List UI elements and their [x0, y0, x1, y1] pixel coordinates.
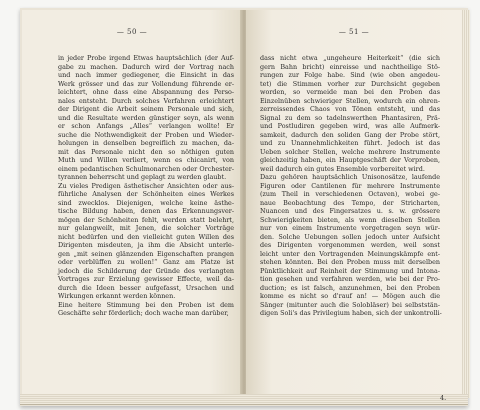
text-line: sind zwecklos. Diejenigen, welche keine ästhe- [58, 198, 234, 207]
text-line: digen Soli's das Privilegium haben, sich der unkontrolli- [260, 309, 442, 317]
text-line: tische Bildung haben, denen das Erkennungsver- [58, 207, 234, 215]
text-line: und nach immer gediegener, die Einsicht in das [58, 71, 234, 79]
text-line: Einzelnüben schwieriger Stellen, wodurch ein ohren- [260, 96, 440, 105]
text-line: Dirigenten misdeuten, ja ihm die Absicht unterle- [58, 241, 234, 249]
left-page-text [58, 54, 234, 318]
text-line: stehen könnten. Bei den Proben muss mit derselben [260, 258, 440, 266]
text-line: Wirkungen erkannt werden können. [58, 292, 176, 300]
text-line: Figuren oder Cantilenen für mehrere Instrumente [260, 181, 440, 190]
text-line: nales entsteht. Durch solches Verfahren erleichtert [58, 96, 234, 105]
text-line: jedoch die Schilderung der Gründe des verlangten [58, 266, 234, 275]
right-page-number: — 51 — [338, 28, 370, 36]
text-line: und Postludiren gegeben wird, was alle Aufmerk- [260, 122, 440, 130]
text-line: zerreissendes Chaos von Tönen entsteht, und das [260, 105, 440, 113]
left-page-number: — 50 — [116, 28, 148, 36]
text-line: weil dadurch ein gutes Ensemble vorbereitet wird. [260, 164, 425, 173]
text-line: nur gelangweilt, mit Jenen, die solcher Vorträge [58, 224, 234, 232]
left-page [22, 10, 242, 394]
text-line: komme es nicht so d'rauf an! — Mögen auch die [260, 292, 440, 300]
text-line: mit das Personale nicht den so nöthigen guten [58, 147, 234, 156]
text-line: Muth und Willen verliert, wenn es chicanirt, von [58, 156, 234, 164]
text-line: Ueben solcher Stellen, welche mehrere Instrumente [260, 147, 440, 156]
text-line: des Dirigenten vorgenommen werden, weil sonst [260, 241, 440, 249]
text-line: (zum Theil in verschiedenen Octaven), wobei ge- [260, 190, 440, 198]
text-line: in jeder Probe irgend Etwas hauptsächlich (der Auf- [58, 54, 234, 62]
text-line: den. Solche Uebungen sollen jedoch unter Aufsicht [260, 232, 440, 241]
text-line: mögen der Schönheiten fehlt, werden statt belehrt, [58, 215, 234, 224]
page-edges-right [462, 10, 470, 398]
text-line: leicht unter den Vortragenden Meinungskämpfe ent- [260, 249, 440, 258]
signature-mark: 4. [440, 394, 447, 402]
text-line: tet) die Stimmen vorher zur Durchsicht gegeben [260, 79, 440, 88]
text-line: Dazu gehören hauptsächlich Unisonosätze, laufende [260, 173, 440, 181]
text-line: suche die Nothwendigkeit der Proben und Wieder- [58, 130, 234, 139]
text-line: und die Resultate werden günstiger seyn, als wenn [58, 113, 234, 122]
right-page [246, 10, 462, 402]
text-line: gern Bahn bricht) einreisse und nachtheilige Stö- [260, 62, 440, 71]
text-line: Nuancen und des Fingersatzes u. s. w. grössere [260, 207, 440, 215]
text-line: holungen in denselben begreiflich zu machen, da- [58, 139, 234, 147]
text-line: durch die Ideen besser aufgefasst, Ursachen und [58, 283, 234, 292]
text-line: gen „mit seinen glänzenden Eigenschaften prangen [58, 249, 234, 258]
text-line: Signal zu dem so tadelnswerthen Phantasiren, Prä- [260, 113, 440, 122]
page-edges-bottom [20, 394, 468, 405]
text-line: dass nicht etwa „ungeheure Heiterkeit“ (die sich [260, 54, 440, 62]
text-line: Vortrages zur Erzielung gewisser Effecte, weil da- [58, 275, 234, 283]
text-line: einem pedantischen Schulmonarchen oder Orchester- [58, 164, 234, 173]
text-line: führliche Analysen der Schönheiten eines Werkes [58, 190, 234, 198]
text-line: gleichzeitig haben, ein Hauptgeschäft der Vorproben, [260, 156, 440, 164]
text-line: duction; es ist falsch, anzunehmen, bei den Proben [260, 283, 440, 292]
text-line: samkeit, dadurch den soliden Gang der Probe stört, [260, 130, 440, 139]
text-line: tion gesehen und verfahren werden, wie bei der Pro- [260, 275, 440, 283]
text-line: Eine heitere Stimmung bei den Proben ist dem [58, 300, 234, 309]
text-line: Sänger (mitunter auch die Solobläser) bei selbststän- [260, 300, 440, 309]
text-line: rungen zur Folge habe. Sind (wie oben angedeu- [260, 71, 440, 79]
text-line: er schon Anfangs „Alles“ verlangen wollte! Er [58, 122, 234, 130]
text-line: und zu Unannehmlichkeiten führt. Jedoch ist das [260, 139, 440, 147]
text-line: Schwierigkeiten bieten, als wenn dieselben Stellen [260, 215, 440, 224]
text-line: oder verblüffen zu wollen!“ Ganz am Platze ist [58, 258, 234, 266]
right-page-text [260, 54, 440, 318]
text-line: gabe zu machen. Dadurch wird der Vortrag nach [58, 62, 234, 71]
text-line: naue Beobachtung des Tempo, der Stricharten, [260, 198, 440, 207]
text-line: Werk grösser und das zur Vollendung führende er- [58, 79, 234, 88]
text-line: Zu vieles Predigen ästhetischer Ansichten oder aus- [58, 181, 234, 190]
text-line: Pünktlichkeit auf Reinheit der Stimmung und Intona- [260, 266, 440, 275]
text-line: nur von einem Instrumente vorgetragen seyn wür- [260, 224, 440, 232]
text-line: nicht bedürfen und den vielleicht guten Willen des [58, 232, 234, 241]
text-line: worden, so vermeide man bei den Proben das [260, 88, 440, 96]
text-line: der Dirigent die Arbeit seinem Personale und sich, [58, 105, 234, 113]
text-line: Geschäfte sehr förderlich; doch wache man darüber, [58, 309, 229, 317]
text-line: leichtert, ohne dass eine Abspannung des Perso- [58, 88, 234, 96]
text-line: tyrannen beherrscht und geplagt zu werden glaubt. [58, 173, 227, 181]
